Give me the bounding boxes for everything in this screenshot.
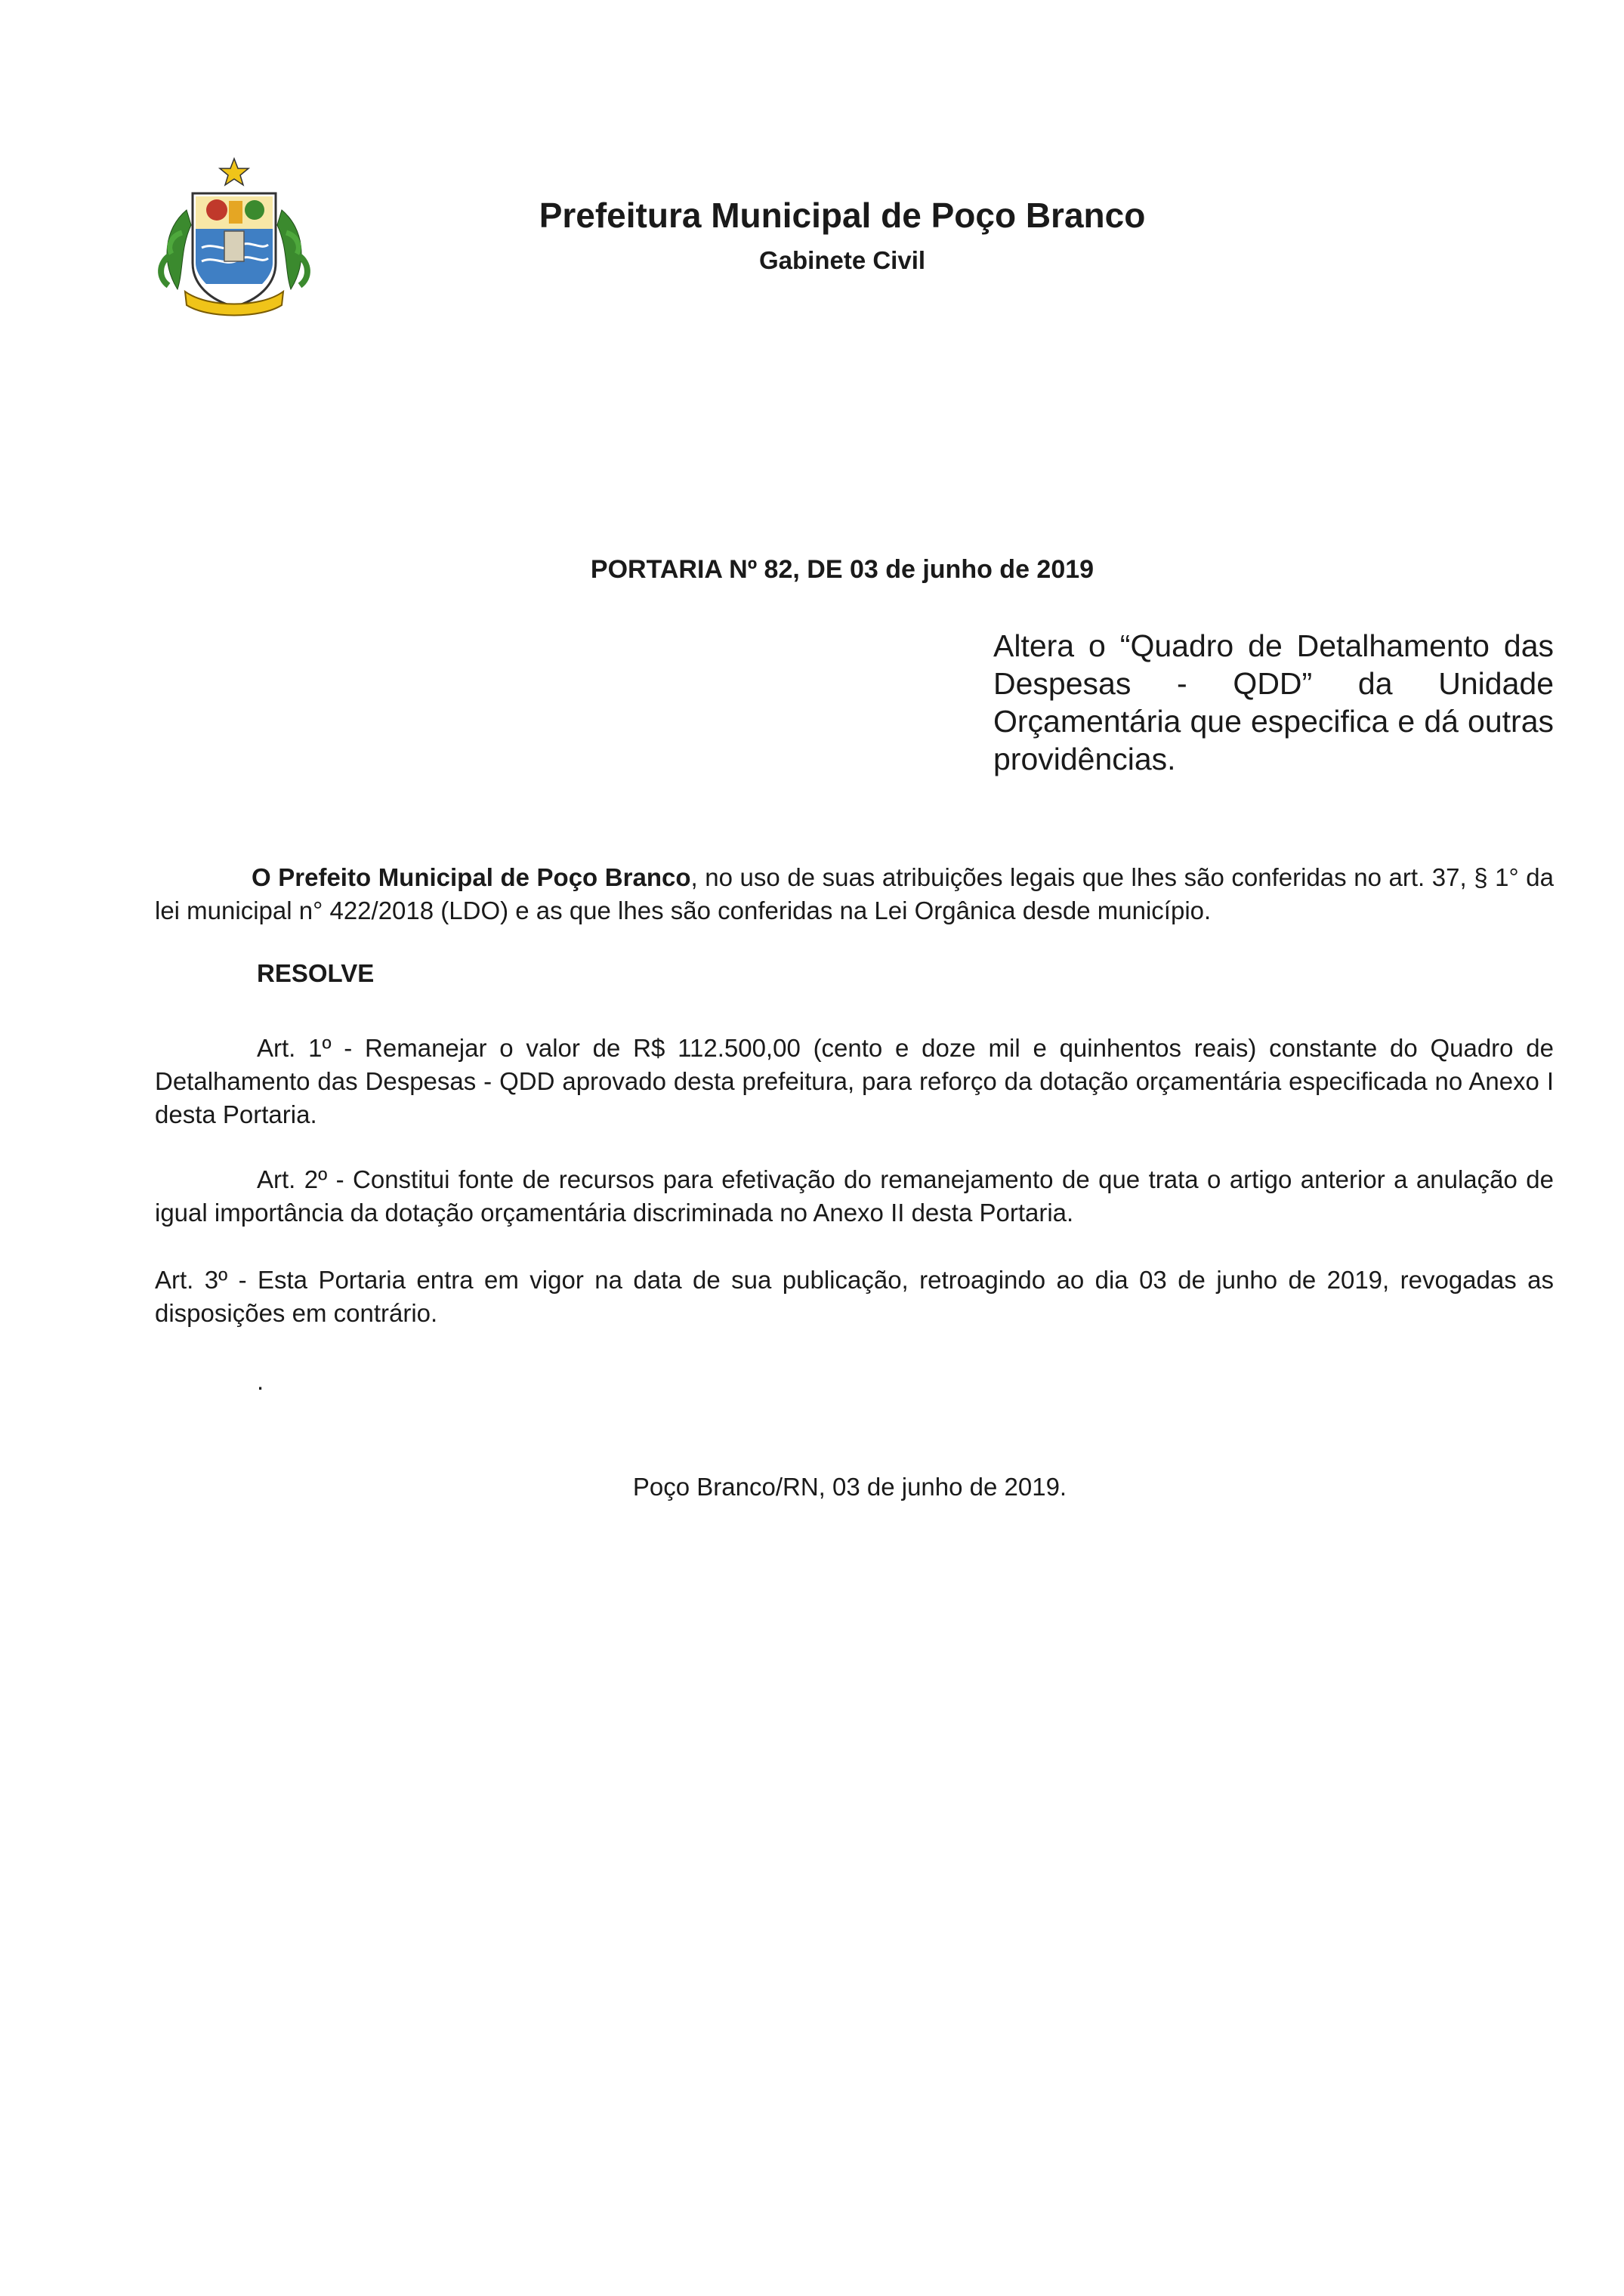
separator-dot: . xyxy=(257,1367,264,1395)
article-3: Art. 3º - Esta Portaria entra em vigor na data de sua publicação, retroagindo ao dia 03 de junho de 2019, revogadas as disposições em contrário. xyxy=(155,1266,1554,1327)
document-ementa: Altera o “Quadro de Detalhamento das Despesas - QDD” da Unidade Orçamentária que especifica e dá outras providências. xyxy=(993,628,1554,776)
intro-paragraph xyxy=(155,861,1554,927)
municipal-crest-icon xyxy=(155,157,313,319)
intro-rest-text: , no uso de suas atribuições legais que lhes são conferidas no art. 37, § 1° da lei municipal n° 422/2018 (LDO) e as que lhes são conferidas na Lei Orgânica desde município. xyxy=(155,863,1555,924)
article-1: Art. 1º - Remanejar o valor de R$ 112.500,00 (cento e doze mil e quinhentos reais) constante do Quadro de Detalhamento das Despesas - QDD aprovado desta prefeitura, para reforço da dotação orçamentária especificada no Anexo I desta Portaria. xyxy=(155,1034,1554,1128)
intro-bold-text: O Prefeito Municipal de Poço Branco xyxy=(252,863,691,891)
header-subtitle: Gabinete Civil xyxy=(758,246,926,274)
header-title: Prefeitura Municipal de Poço Branco xyxy=(539,196,1146,235)
document-title: PORTARIA Nº 82, DE 03 de junho de 2019 xyxy=(590,555,1095,584)
article-2: Art. 2º - Constitui fonte de recursos para efetivação do remanejamento de que trata o artigo anterior a anulação de igual importância da dotação orçamentária discriminada no Anexo II desta Portaria. xyxy=(155,1165,1554,1227)
closing-date-line: Poço Branco/RN, 03 de junho de 2019. xyxy=(632,1473,1067,1501)
resolve-heading: RESOLVE xyxy=(257,959,375,987)
